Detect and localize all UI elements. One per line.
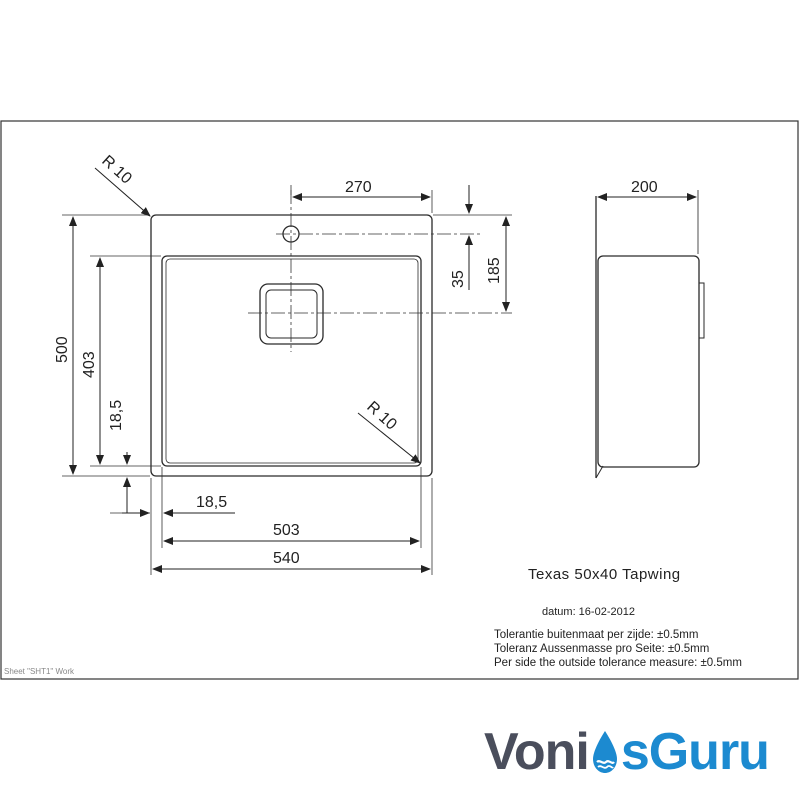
sink-outer-outline	[151, 215, 432, 476]
label-18-5-horizontal: 18,5	[196, 494, 228, 511]
sheet-label: Sheet "SHT1" Work	[4, 667, 74, 676]
side-drain-stub	[699, 283, 704, 338]
side-view-dimension	[598, 190, 698, 254]
label-500: 500	[54, 336, 71, 363]
sink-top-view	[151, 215, 432, 476]
tolerance-dutch: Tolerantie buitenmaat per zijde: ±0.5mm	[494, 629, 699, 641]
extension-lines	[62, 185, 512, 575]
label-540: 540	[273, 550, 300, 567]
product-title: Texas 50x40 Tapwing	[528, 566, 681, 583]
logo-text-blue: sGuru	[620, 723, 769, 781]
label-403: 403	[81, 351, 98, 378]
tolerance-german: Toleranz Aussenmasse pro Seite: ±0.5mm	[494, 643, 710, 655]
bowl-outline	[162, 256, 421, 466]
side-bowl	[598, 256, 699, 467]
label-185: 185	[486, 257, 503, 284]
vonios-guru-logo	[484, 722, 769, 782]
label-270: 270	[345, 179, 372, 196]
label-200: 200	[631, 179, 658, 196]
label-18-5-vertical: 18,5	[108, 399, 125, 431]
logo-text-dark: Voni	[484, 723, 589, 781]
drain-outer	[260, 284, 323, 344]
drawing-date: datum: 16-02-2012	[542, 606, 635, 618]
label-35: 35	[450, 270, 467, 288]
tolerance-english: Per side the outside tolerance measure: ±0.5mm	[494, 657, 742, 669]
water-drop-icon	[591, 729, 619, 779]
label-503: 503	[273, 522, 300, 539]
sink-side-view	[596, 196, 704, 478]
drain-inner	[266, 290, 317, 338]
label-r10-inner: R 10	[363, 398, 400, 434]
label-r10-outer: R 10	[98, 152, 135, 188]
dimension-lines	[73, 168, 506, 569]
center-lines	[248, 190, 512, 352]
